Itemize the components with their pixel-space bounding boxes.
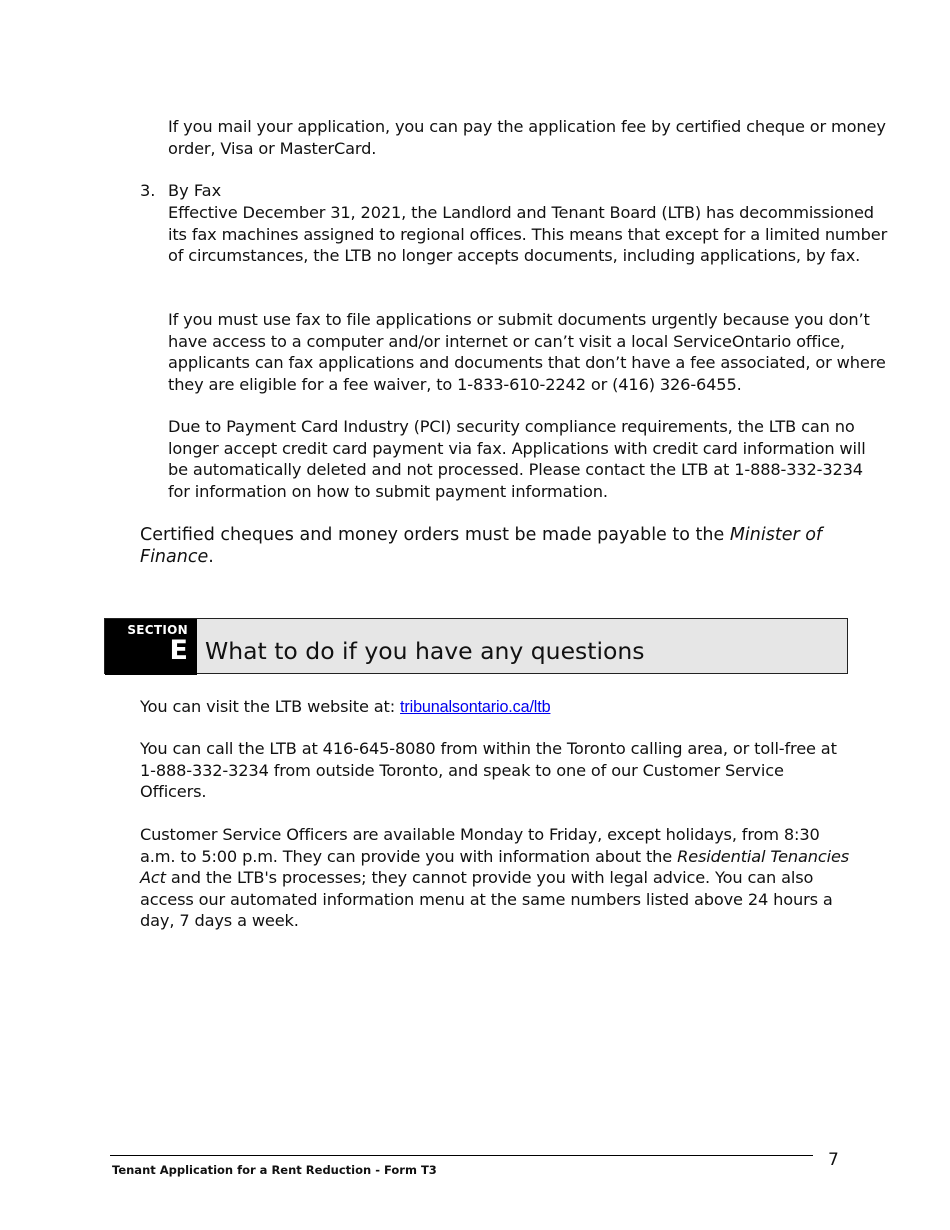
website-paragraph (140, 696, 850, 719)
fax-decommission-paragraph: Effective December 31, 2021, the Landlord and Tenant Board (LTB) has decommissioned its fax machines assigned to regional offices. This means that except for a limited number of circumstances, the LTB no longer accepts documents, including applications, by fax. (168, 203, 888, 265)
payable-suffix: . (208, 547, 214, 567)
footer-divider (110, 1155, 813, 1156)
fax-heading: By Fax (168, 181, 222, 200)
payable-paragraph (140, 524, 860, 568)
fax-urgent-paragraph: If you must use fax to file applications or submit documents urgently because you don’t have access to a computer and/or internet or can’t visit a local ServiceOntario office, applicants can fax applications and documents that don’t have a fee associated, or where they are eligible for a fee waiver, to 1-833-610-2242 or (416) 326-6455. (168, 310, 886, 394)
officers-suffix: and the LTB's processes; they cannot provide you with legal advice. You can also access our automated information menu at the same numbers listed above 24 hours a day, 7 days a week. (140, 868, 833, 930)
officers-paragraph (140, 824, 852, 932)
call-paragraph: You can call the LTB at 416-645-8080 from within the Toronto calling area, or toll-free at 1-888-332-3234 from outside Toronto, and speak to one of our Customer Service Officers. (140, 739, 837, 801)
section-label-box (105, 619, 197, 675)
section-letter: E (169, 635, 188, 666)
officers-prefix: Customer Service Officers are available Monday to Friday, except holidays, from 8:30 a.m. to 5:00 p.m. They can provide you with information about the (140, 825, 820, 866)
ltb-website-link[interactable]: tribunalsontario.ca/ltb (400, 698, 551, 716)
mail-payment-note: If you mail your application, you can pay the application fee by certified cheque or money order, Visa or MasterCard. (168, 117, 886, 158)
payable-prefix: Certified cheques and money orders must be made payable to the (140, 525, 730, 545)
act-name: Residential Tenancies Act (140, 846, 850, 887)
page-number: 7 (828, 1150, 839, 1170)
section-e-header (104, 618, 848, 674)
list-number: 3. (140, 181, 156, 200)
footer-form-title: Tenant Application for a Rent Reduction - Form T3 (112, 1163, 437, 1177)
website-prefix: You can visit the LTB website at: (140, 697, 401, 716)
fax-pci-paragraph: Due to Payment Card Industry (PCI) security compliance requirements, the LTB can no longer accept credit card payment via fax. Applications with credit card information will be automatically deleted and not processed. Please contact the LTB at 1-888-332-3234 for information on how to submit payment information. (168, 417, 866, 501)
section-title: What to do if you have any questions (205, 637, 645, 665)
payee-name: Minister of Finance (140, 525, 823, 567)
section-label: SECTION (127, 623, 188, 637)
